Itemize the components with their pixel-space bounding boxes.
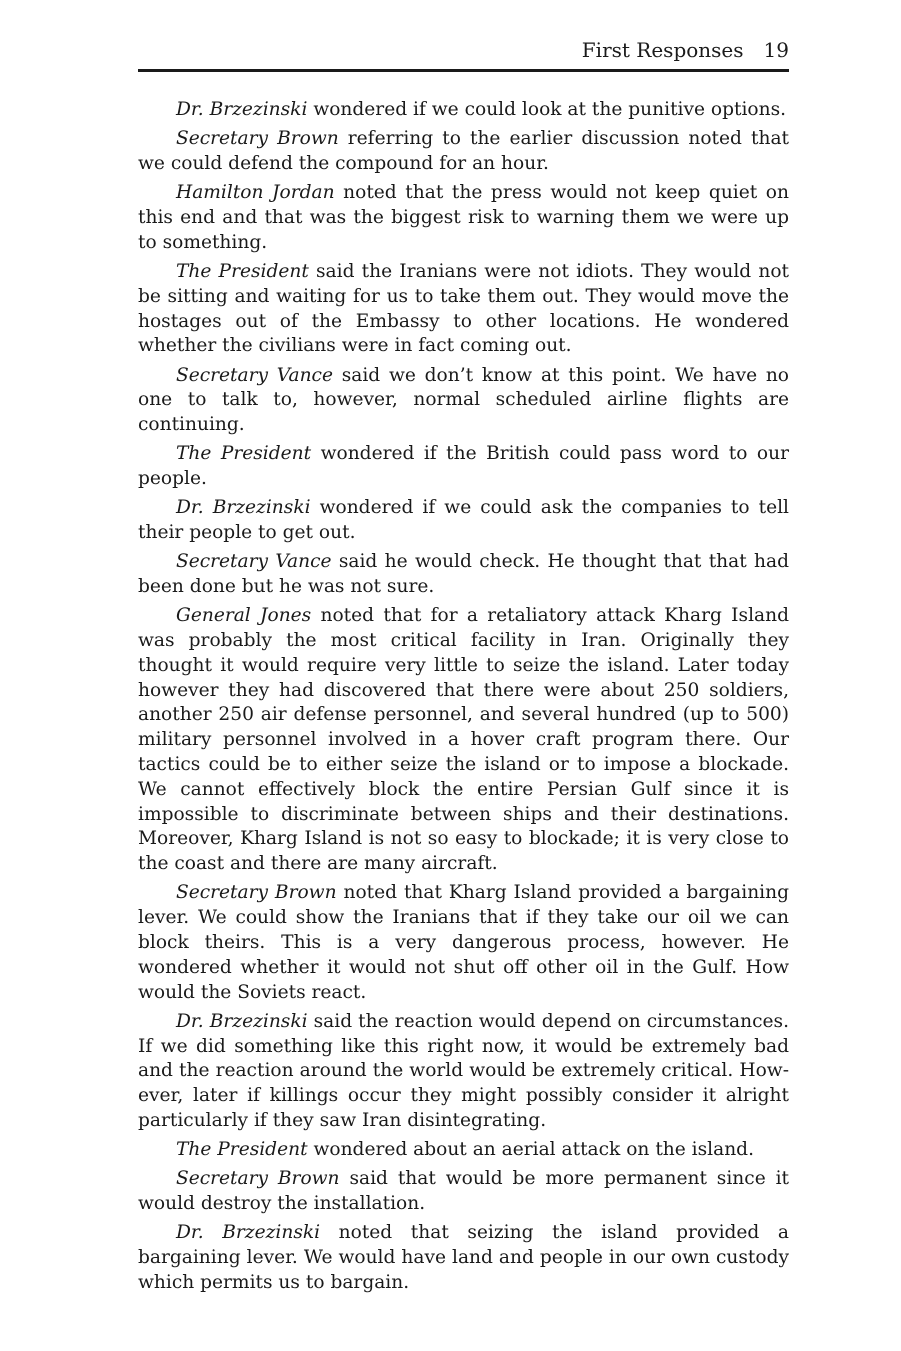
paragraph [138,127,789,177]
paragraph [138,364,789,438]
paragraph [138,1167,789,1217]
paragraph [138,496,789,546]
speaker-name: Secretary Brown [176,1168,340,1190]
paragraph-text: noted that seizing the island provided a bargaining lever. We would have land and people in our own custody which permits us to bargain. [138,1222,789,1293]
paragraph-text: said he would check. He thought that that had been done but he was not sure. [138,551,789,598]
speaker-name: Dr. Brzezinski [176,1010,308,1032]
speaker-name: Dr. Brzezinski [176,99,308,120]
paragraph [138,442,789,492]
speaker-name: General Jones [176,605,312,627]
paragraph [138,604,789,877]
speaker-name: The President [176,443,312,465]
paragraph [138,181,789,255]
paragraph [138,1138,789,1163]
page-number: 19 [763,38,789,62]
speaker-name: The President [176,1139,308,1161]
paragraph-text: wondered if we could look at the punitive options. [307,99,787,120]
paragraph-text: noted that the press would not keep quiet on this end and that was the biggest risk to warning them we were up to something. [138,182,789,253]
paragraph-text: wondered if the British could pass word to our people. [138,443,789,490]
paragraph-text: referring to the earlier discussion noted that we could defend the compound for an hour. [138,128,790,174]
header-rule [138,69,789,72]
paragraph [138,260,789,359]
paragraph-text: noted that Kharg Island provided a bargaining lever. We could show the Iranians that if they take our oil we can block theirs. This is a very dangerous process, however. He wondered whether it would not shut off other oil in the Gulf. How would the Soviets react. [138,882,790,1003]
speaker-name: The President [176,260,309,282]
speaker-name: Hamilton Jordan [176,182,335,204]
speaker-name: Secretary Brown [176,128,339,150]
speaker-name: Dr. Brzezinski [176,497,311,519]
paragraph-text: said that would be more permanent since it would destroy the installation. [138,1168,790,1215]
paragraph [138,550,789,600]
paragraph-text: wondered if we could ask the companies to tell their people to get out. [138,497,789,544]
section-title: First Responses [581,38,744,62]
paragraph-text: said we don’t know at this point. We have no one to talk to, however, normal scheduled airline flights are continuing. [138,364,790,436]
paragraph [138,1221,789,1295]
speaker-name: Dr. Brzezinski [176,1222,321,1244]
paragraph-text: said the reaction would depend on circumstances. If we did something like this right now, it would be extremely bad and the reaction around the world would be extremely critical. However, later if killings occur they might possibly consider it alright particularly if they saw Iran disintegrating. [138,1010,789,1131]
paragraph [138,881,789,1005]
paragraph [138,98,789,123]
paragraph-text: noted that for a retaliatory attack Kharg Island was probably the most critical facility in Iran. Originally they thought it would require very little to seize the island. Later today however they had discovered that there were about 250 soldiers, another 250 air defense personnel, and several hundred (up to 500) military personnel involved in a hover craft program there. Our tactics could be to either seize the island or to impose a blockade. We cannot effectively block the entire Persian Gulf since it is impossible to discriminate between ships and their destinations. Moreover, Kharg Island is not so easy to blockade; it is very close to the coast and there are many aircraft. [138,605,789,875]
paragraph-text: said the Iranians were not idiots. They would not be sitting and waiting for us to take them out. They would move the hostages out of the Embassy to other locations. He wondered whether the civilians were in fact coming out. [138,260,789,357]
running-head [582,36,789,64]
speaker-name: Secretary Vance [176,551,332,573]
speaker-name: Secretary Vance [176,364,333,386]
paragraph [138,1010,789,1134]
body-text [138,98,789,1300]
speaker-name: Secretary Brown [176,882,337,904]
paragraph-text: wondered about an aerial attack on the island. [307,1139,754,1161]
